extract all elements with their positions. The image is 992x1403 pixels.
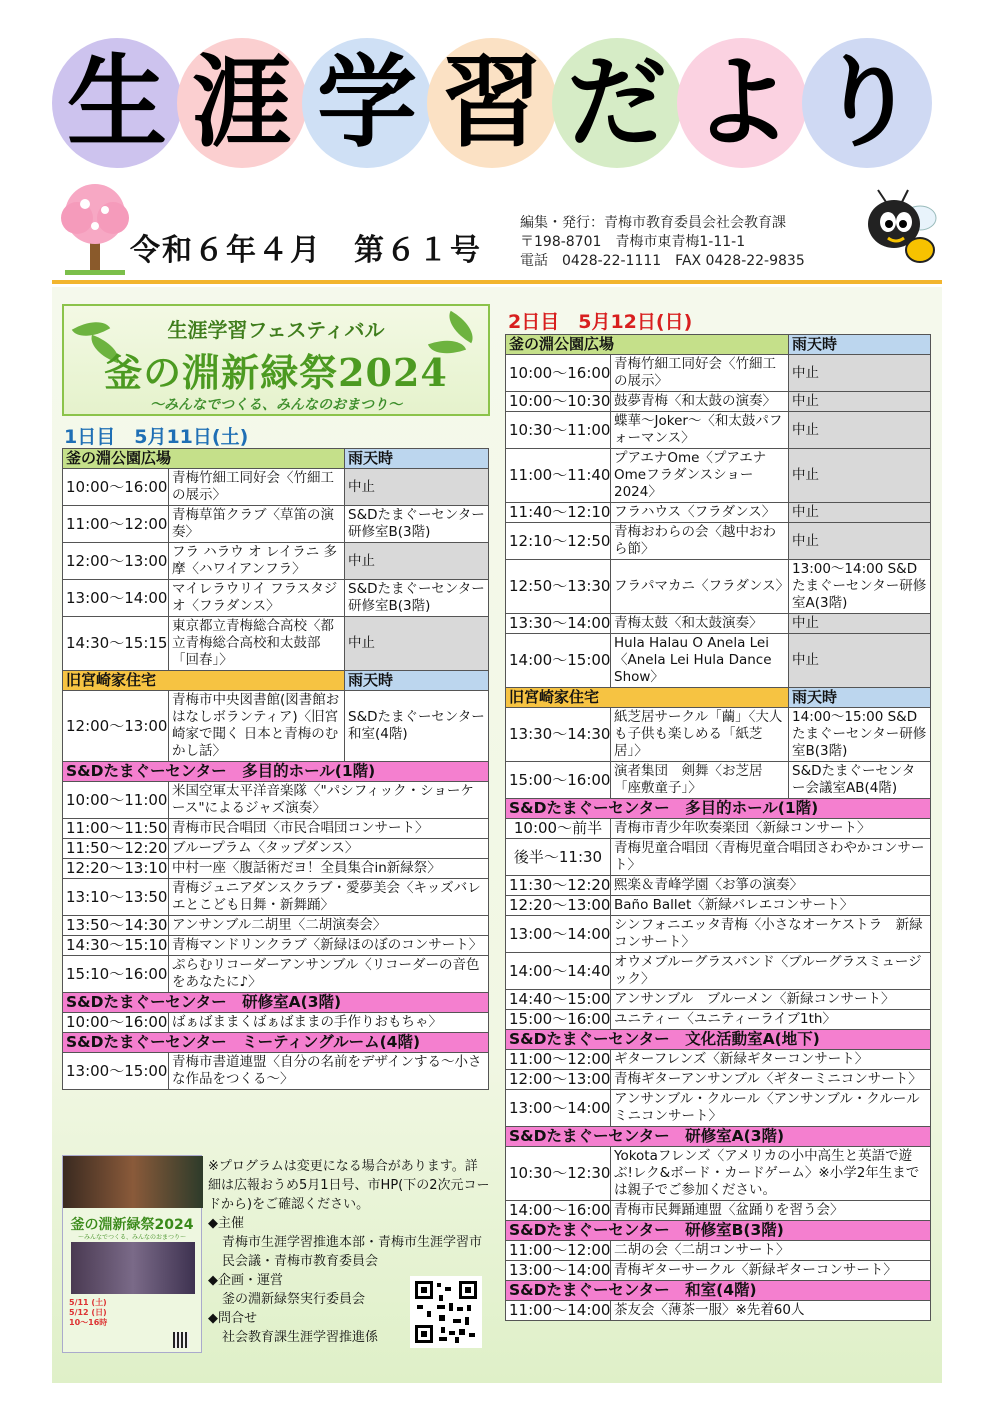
table-row (506, 990, 931, 1010)
time-cell: 13:00～14:00 (506, 916, 611, 953)
table-row (506, 412, 931, 449)
table-row (506, 839, 931, 876)
table-row (506, 916, 931, 953)
title-char-circle (177, 38, 307, 168)
event-cell: オウメブルーグラスバンド〈ブルーグラスミュージック〉 (611, 953, 931, 990)
venue-header-row (506, 1221, 931, 1241)
title-char-circle (802, 38, 932, 168)
venue-title: S&Dたまぐーセンター 和室(4階) (506, 1281, 931, 1301)
venue-header-row (506, 335, 931, 355)
time-cell: 12:00～13:00 (63, 691, 169, 762)
cherry-tree-illustration (55, 182, 135, 277)
time-cell: 12:00～13:00 (63, 543, 169, 580)
time-cell: 13:50～14:30 (63, 916, 169, 936)
time-cell: 14:30～15:15 (63, 617, 169, 671)
title-char-circle (302, 38, 432, 168)
rain-plan-cell: S&Dたまぐーセンター研修室B(3階) (345, 506, 489, 543)
event-cell: 演者集団 剣舞〈お芝居「座敷童子」〉 (611, 762, 789, 799)
rain-plan-cell: 中止 (789, 412, 931, 449)
event-cell: 青梅児童合唱団〈青梅児童合唱団さわやかコンサート〉 (611, 839, 931, 876)
venue-header-row (506, 1281, 931, 1301)
venue-title: S&Dたまぐーセンター 研修室A(3階) (506, 1127, 931, 1147)
venue-title: 釜の淵公園広場 (63, 449, 345, 469)
time-cell: 13:00～15:00 (63, 1053, 169, 1090)
event-cell: アンサンブル・クルール〈アンサンブル・クルール ミニコンサート〉 (611, 1090, 931, 1127)
event-cell: 青梅市中央図書館(図書館おはなしボランティア)〈旧宮崎家で聞く 日本と青梅のむかし話〉 (169, 691, 345, 762)
rain-plan-cell: 中止 (789, 355, 931, 392)
poster-qr-icon (173, 1332, 189, 1348)
event-cell: フラハウス〈フラダンス〉 (611, 503, 789, 523)
table-row (506, 1201, 931, 1221)
event-cell: アンサンブル二胡里〈二胡演奏会〉 (169, 916, 489, 936)
table-row (63, 859, 489, 879)
time-cell: 10:30～12:30 (506, 1147, 611, 1201)
venue-header-row (506, 688, 931, 708)
table-row (506, 634, 931, 688)
table-row (506, 1010, 931, 1030)
time-cell: 14:30～15:10 (63, 936, 169, 956)
time-cell: 11:00～12:00 (506, 1050, 611, 1070)
event-cell: ぷらむリコーダーアンサンブル〈リコーダーの音色をあなたに♪〉 (169, 956, 489, 993)
venue-header-row (63, 671, 489, 691)
rain-plan-cell: 中止 (345, 543, 489, 580)
table-row (63, 956, 489, 993)
table-row (506, 1261, 931, 1281)
title-char: 習 (442, 44, 542, 161)
title-char: り (817, 44, 917, 161)
time-cell: 13:00～14:00 (506, 1090, 611, 1127)
time-cell: 10:00～11:00 (63, 782, 169, 819)
table-row (63, 580, 489, 617)
time-cell: 11:00～12:00 (506, 1241, 611, 1261)
event-cell: 紙芝居サークル「繭」〈大人も子供も楽しめる「紙芝居」〉 (611, 708, 789, 762)
time-cell: 15:00～16:00 (506, 762, 611, 799)
publisher-info: 編集・発行：青梅市教育委員会社会教育課 〒198-8701 青梅市東青梅1-11-1 電話 0428-22-1111 FAX 0428-22-9835 (520, 215, 805, 269)
venue-header-row (506, 1030, 931, 1050)
event-cell: 青梅ギターサークル〈新緑ギターコンサート〉 (611, 1261, 931, 1281)
venue-title: 旧宮崎家住宅 (63, 671, 345, 691)
table-row (63, 543, 489, 580)
time-cell: 10:30～11:00 (506, 412, 611, 449)
event-cell: 青梅竹細工同好会〈竹細工の展示〉 (169, 469, 345, 506)
contact-heading: ◆問合せ (208, 1311, 257, 1326)
venue-header-row (63, 762, 489, 782)
table-row (506, 1050, 931, 1070)
event-cell: 蝶華～Joker～〈和太鼓パフォーマンス〉 (611, 412, 789, 449)
event-cell: シンフォニエッタ青梅〈小さなオーケストラ 新緑コンサート〉 (611, 916, 931, 953)
table-row (63, 936, 489, 956)
title-char: 生 (67, 44, 167, 161)
day1-schedule-table (62, 448, 489, 1090)
table-row (506, 1147, 931, 1201)
title-char-circle (677, 38, 807, 168)
venue-title: 釜の淵公園広場 (506, 335, 789, 355)
time-cell: 後半～11:30 (506, 839, 611, 876)
event-cell: Baño Ballet〈新緑バレエコンサート〉 (611, 896, 931, 916)
event-cell: 熙楽＆青峰学園〈お箏の演奏〉 (611, 876, 931, 896)
venue-header-row (63, 1033, 489, 1053)
rain-plan-cell: S&Dたまぐーセンター研修室B(3階) (345, 580, 489, 617)
festival-subtitle: 生涯学習フェスティバル (167, 318, 385, 342)
day1-heading: 1日目 5月11日(土) (64, 426, 249, 448)
time-cell: 11:00～11:40 (506, 449, 611, 503)
time-cell: 10:00～16:00 (63, 469, 169, 506)
time-cell: 11:40～12:10 (506, 503, 611, 523)
event-cell: 鼓夢青梅〈和太鼓の演奏〉 (611, 392, 789, 412)
time-cell: 13:00～14:00 (63, 580, 169, 617)
title-char: 涯 (192, 44, 292, 161)
poster-tagline: ～みんなでつくる、みんなのおまつり～ (77, 1234, 186, 1241)
rain-plan-cell: 13:00～14:00 S&Dたまぐーセンター研修室A(3階) (789, 560, 931, 614)
venue-title: S&Dたまぐーセンター 多目的ホール(1階) (506, 799, 931, 819)
poster-dates: 5/11 (土) 5/12 (日) 10～16時 (69, 1298, 108, 1327)
poster-photo-taiko (63, 1156, 203, 1208)
newsletter-title (52, 38, 952, 188)
event-cell: 米国空軍太平洋音楽隊〈"パシフィック・ショーケース"によるジャズ演奏〉 (169, 782, 489, 819)
table-row (506, 896, 931, 916)
table-row (506, 953, 931, 990)
event-cell: 青梅草笛クラブ〈草笛の演奏〉 (169, 506, 345, 543)
organizer-heading: ◆企画・運営 (208, 1273, 283, 1288)
event-cell: ユニティー〈ユニティーライブ1th〉 (611, 1010, 931, 1030)
rain-plan-cell: S&Dたまぐーセンター和室(4階) (345, 691, 489, 762)
organizer-text: 釜の淵新緑祭実行委員会 (222, 1292, 366, 1307)
table-row (506, 762, 931, 799)
venue-title: S&Dたまぐーセンター 多目的ホール(1階) (63, 762, 489, 782)
program-change-note: ※プログラムは変更になる場合があります。詳細は広報おうめ5月1日号、市HP(下の2次元コードから)をご確認ください。 (208, 1159, 490, 1212)
event-cell: 青梅おわらの会〈越中おわら節〉 (611, 523, 789, 560)
venue-header-row (506, 1127, 931, 1147)
table-row (506, 819, 931, 839)
festival-title: 釜の淵新緑祭2024 (104, 350, 448, 395)
event-cell: ギターフレンズ〈新緑ギターコンサート〉 (611, 1050, 931, 1070)
rain-plan-cell: 中止 (789, 523, 931, 560)
event-cell: アンサンブル ブルーメン〈新緑コンサート〉 (611, 990, 931, 1010)
event-cell: 青梅市民合唱団〈市民合唱団コンサート〉 (169, 819, 489, 839)
sponsor-heading: ◆主催 (208, 1216, 244, 1231)
rain-plan-cell: 中止 (789, 634, 931, 688)
time-cell: 10:00～前半 (506, 819, 611, 839)
event-cell: 青梅竹細工同好会〈竹細工の展示〉 (611, 355, 789, 392)
event-cell: マイレラウリイ フラスタジオ〈フラダンス〉 (169, 580, 345, 617)
time-cell: 10:00～16:00 (63, 1013, 169, 1033)
title-char: よ (692, 44, 792, 161)
table-row (506, 560, 931, 614)
table-row (63, 819, 489, 839)
table-row (506, 1070, 931, 1090)
event-cell: 青梅マンドリンクラブ〈新緑ほのぼのコンサート〉 (169, 936, 489, 956)
rain-plan-header: 雨天時 (789, 688, 931, 708)
event-cell: Yokotaフレンズ〈アメリカの小中高生と英語で遊ぶ!レク&ボード・カードゲーム〉※小学2年生までは親子でご参加ください。 (611, 1147, 931, 1201)
table-row (63, 879, 489, 916)
table-row (63, 782, 489, 819)
event-cell: 二胡の会〈二胡コンサート〉 (611, 1241, 931, 1261)
poster-photo-concert (71, 1242, 195, 1294)
table-row (506, 876, 931, 896)
table-row (506, 355, 931, 392)
rain-plan-cell: 中止 (345, 469, 489, 506)
time-cell: 13:10～13:50 (63, 879, 169, 916)
table-row (63, 691, 489, 762)
event-cell: 茶友会〈薄茶一服〉※先着60人 (611, 1301, 931, 1321)
time-cell: 14:00～14:40 (506, 953, 611, 990)
time-cell: 12:20～13:10 (63, 859, 169, 879)
table-row (506, 523, 931, 560)
table-row (506, 1301, 931, 1321)
time-cell: 12:00～13:00 (506, 1070, 611, 1090)
time-cell: 12:10～12:50 (506, 523, 611, 560)
event-cell: ブループラム〈タップダンス〉 (169, 839, 489, 859)
event-cell: フラパマカニ〈フラダンス〉 (611, 560, 789, 614)
venue-title: S&Dたまぐーセンター 研修室B(3階) (506, 1221, 931, 1241)
title-char: だ (567, 44, 667, 161)
event-cell: プアエナOme〈プアエナOmeフラダンスショー2024〉 (611, 449, 789, 503)
table-row (506, 614, 931, 634)
event-cell: 青梅市民舞踊連盟〈盆踊りを習う会〉 (611, 1201, 931, 1221)
time-cell: 11:30～12:20 (506, 876, 611, 896)
rain-plan-cell: 中止 (789, 503, 931, 523)
event-cell: 青梅太鼓〈和太鼓演奏〉 (611, 614, 789, 634)
table-row (63, 506, 489, 543)
time-cell: 14:00～15:00 (506, 634, 611, 688)
rain-plan-cell: 中止 (789, 392, 931, 412)
time-cell: 12:50～13:30 (506, 560, 611, 614)
venue-title: 旧宮崎家住宅 (506, 688, 789, 708)
time-cell: 12:20～13:00 (506, 896, 611, 916)
title-char-circle (52, 38, 182, 168)
rain-plan-header: 雨天時 (345, 671, 489, 691)
time-cell: 14:40～15:00 (506, 990, 611, 1010)
time-cell: 11:00～12:00 (63, 506, 169, 543)
venue-header-row (63, 449, 489, 469)
rain-plan-header: 雨天時 (789, 335, 931, 355)
table-row (506, 1090, 931, 1127)
table-row (63, 1053, 489, 1090)
event-cell: 中村一座〈腹話術だヨ！全員集合in新緑祭〉 (169, 859, 489, 879)
time-cell: 10:00～16:00 (506, 355, 611, 392)
event-cell: Hula Halau O Anela Lei〈Anela Lei Hula Dance Show〉 (611, 634, 789, 688)
table-row (63, 617, 489, 671)
sponsor-text: 青梅市生涯学習推進本部・青梅市生涯学習市民会議・青梅市教育委員会 (222, 1235, 483, 1269)
table-row (63, 916, 489, 936)
title-char-circle (427, 38, 557, 168)
day2-heading: 2日目 5月12日(日) (508, 311, 693, 333)
festival-poster-thumbnail (62, 1155, 202, 1353)
event-cell: ばぁばままくばぁばままの手作りおもちゃ〉 (169, 1013, 489, 1033)
issue-number: 令和６年４月 第６１号 (130, 233, 482, 268)
time-cell: 13:30～14:00 (506, 614, 611, 634)
time-cell: 15:00～16:00 (506, 1010, 611, 1030)
rain-plan-cell: 中止 (789, 449, 931, 503)
rain-plan-cell: S&Dたまぐーセンター会議室AB(4階) (789, 762, 931, 799)
time-cell: 11:00～14:00 (506, 1301, 611, 1321)
venue-title: S&Dたまぐーセンター 研修室A(3階) (63, 993, 489, 1013)
qr-code-icon[interactable] (410, 1276, 482, 1348)
event-cell: フラ ハラウ オ レイラニ 多摩〈ハワイアンフラ〉 (169, 543, 345, 580)
venue-header-row (506, 799, 931, 819)
time-cell: 11:50～12:20 (63, 839, 169, 859)
rain-plan-header: 雨天時 (345, 449, 489, 469)
venue-header-row (63, 993, 489, 1013)
table-row (506, 503, 931, 523)
rain-plan-cell: 14:00～15:00 S&Dたまぐーセンター研修室B(3階) (789, 708, 931, 762)
bee-mascot-illustration (858, 188, 944, 268)
event-cell: 東京都立青梅総合高校〈都立青梅総合高校和太鼓部「回春」〉 (169, 617, 345, 671)
time-cell: 10:00～10:30 (506, 392, 611, 412)
rain-plan-cell: 中止 (789, 614, 931, 634)
event-cell: 青梅ギターアンサンブル〈ギターミニコンサート〉 (611, 1070, 931, 1090)
table-row (506, 1241, 931, 1261)
table-row (63, 839, 489, 859)
time-cell: 13:00～14:00 (506, 1261, 611, 1281)
time-cell: 14:00～16:00 (506, 1201, 611, 1221)
event-cell: 青梅ジュニアダンスクラブ・愛夢美会〈キッズバレエとこども日舞・新舞踊〉 (169, 879, 489, 916)
title-char: 学 (317, 44, 417, 161)
table-row (63, 469, 489, 506)
day2-schedule-table (505, 334, 934, 1321)
table-row (506, 708, 931, 762)
time-cell: 11:00～11:50 (63, 819, 169, 839)
contact-text: 社会教育課生涯学習推進係 (222, 1330, 379, 1345)
event-cell: 青梅市書道連盟〈自分の名前をデザインする～小さな作品をつくる～〉 (169, 1053, 489, 1090)
festival-banner (62, 304, 490, 416)
header-divider (52, 280, 942, 284)
time-cell: 15:10～16:00 (63, 956, 169, 993)
rain-plan-cell: 中止 (345, 617, 489, 671)
time-cell: 13:30～14:30 (506, 708, 611, 762)
table-row (506, 449, 931, 503)
venue-title: S&Dたまぐーセンター 文化活動室A(地下) (506, 1030, 931, 1050)
poster-title: 釜の淵新緑祭2024 (70, 1217, 194, 1233)
venue-title: S&Dたまぐーセンター ミーティングルーム(4階) (63, 1033, 489, 1053)
event-cell: 青梅市青少年吹奏楽団〈新緑コンサート〉 (611, 819, 931, 839)
title-char-circle (552, 38, 682, 168)
festival-tagline: ～みんなでつくる、みんなのおまつり～ (150, 397, 402, 413)
table-row (63, 1013, 489, 1033)
table-row (506, 392, 931, 412)
